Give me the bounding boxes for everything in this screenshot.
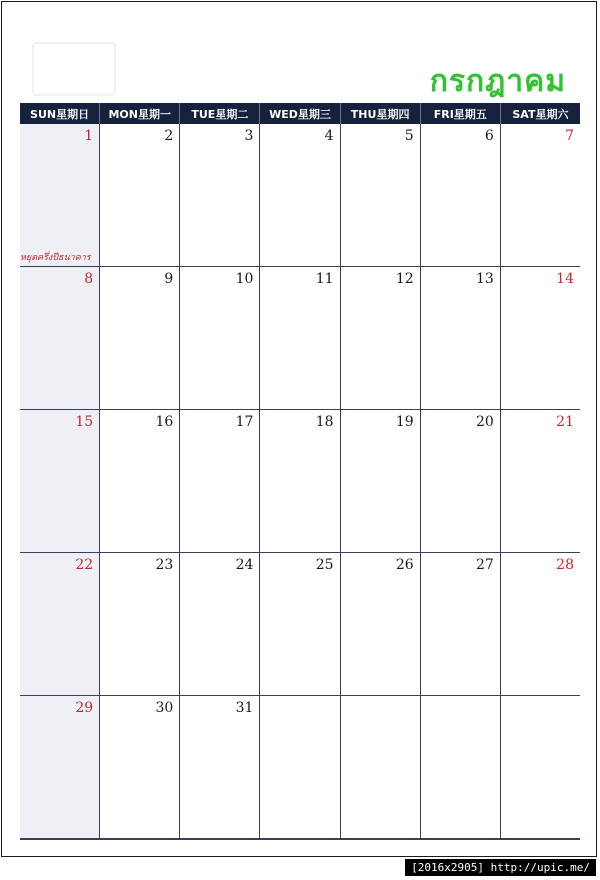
day-number: 10 (235, 271, 254, 287)
day-cell[interactable] (20, 696, 100, 838)
month-title: กรกฎาคม (429, 64, 566, 99)
day-cell[interactable] (260, 124, 340, 266)
weekday-header-wed: WED星期三 (260, 103, 340, 124)
day-number: 7 (565, 128, 574, 144)
holiday-note: หยุดครึ่งปีธนาคาร (20, 253, 91, 263)
weekday-header-thu: THU星期四 (341, 103, 421, 124)
day-cell[interactable] (260, 696, 340, 838)
week-row (20, 553, 580, 696)
day-number: 23 (155, 557, 174, 573)
day-cell[interactable] (20, 124, 100, 266)
day-number: 28 (556, 557, 574, 573)
day-cell[interactable] (260, 553, 340, 695)
day-number: 16 (155, 414, 174, 430)
day-cell[interactable] (341, 410, 421, 552)
day-cell[interactable] (100, 553, 180, 695)
day-cell[interactable] (100, 124, 180, 266)
day-cell[interactable] (180, 553, 260, 695)
day-cell[interactable] (421, 267, 501, 409)
week-row (20, 696, 580, 840)
weekday-header-row (20, 103, 580, 124)
weekday-header-sat: SAT星期六 (512, 107, 569, 121)
day-number: 22 (75, 557, 94, 573)
day-number: 19 (395, 414, 414, 430)
day-number: 3 (244, 128, 254, 144)
day-number: 9 (164, 271, 174, 287)
day-number: 1 (84, 128, 94, 144)
day-number: 8 (84, 271, 94, 287)
day-cell[interactable] (20, 267, 100, 409)
day-cell[interactable] (341, 267, 421, 409)
day-cell[interactable] (501, 696, 580, 838)
week-row (20, 267, 580, 410)
day-number: 26 (395, 557, 414, 573)
day-cell[interactable] (100, 696, 180, 838)
calendar-page (1, 1, 597, 857)
day-cell[interactable] (421, 124, 501, 266)
day-number: 18 (315, 414, 334, 430)
day-cell[interactable] (501, 124, 580, 266)
image-host-footer: [2016x2905] http://upic.me/ (405, 859, 596, 876)
day-number: 14 (556, 271, 574, 287)
day-cell[interactable] (501, 410, 580, 552)
day-number: 27 (476, 557, 494, 573)
day-number: 15 (75, 414, 94, 430)
day-number: 24 (235, 557, 254, 573)
weekday-header-tue: TUE星期二 (180, 103, 260, 124)
day-cell[interactable] (100, 410, 180, 552)
day-number: 4 (324, 128, 334, 144)
day-cell[interactable] (501, 553, 580, 695)
day-cell[interactable] (180, 124, 260, 266)
day-cell[interactable] (20, 553, 100, 695)
day-number: 6 (484, 128, 494, 144)
day-number: 20 (476, 414, 494, 430)
day-cell[interactable] (180, 267, 260, 409)
calendar-grid (20, 103, 580, 840)
day-cell[interactable] (20, 410, 100, 552)
day-cell[interactable] (100, 267, 180, 409)
weeks-container (20, 124, 580, 840)
day-number: 29 (75, 700, 94, 716)
day-cell[interactable] (180, 410, 260, 552)
day-number: 13 (476, 271, 494, 287)
weekday-header-mon: MON星期一 (100, 103, 180, 124)
day-number: 17 (235, 414, 254, 430)
weekday-header-fri: FRI星期五 (421, 103, 501, 124)
day-number: 5 (404, 128, 414, 144)
weekday-header-sun: SUN星期日 (20, 103, 100, 124)
day-number: 30 (155, 700, 174, 716)
day-cell[interactable] (341, 553, 421, 695)
faint-logo-mark (32, 42, 116, 96)
day-cell[interactable] (421, 553, 501, 695)
day-cell[interactable] (260, 267, 340, 409)
week-row (20, 410, 580, 553)
day-cell[interactable] (180, 696, 260, 838)
day-cell[interactable] (341, 696, 421, 838)
day-cell[interactable] (341, 124, 421, 266)
day-cell[interactable] (421, 696, 501, 838)
day-cell[interactable] (421, 410, 501, 552)
day-number: 11 (315, 271, 334, 287)
day-cell[interactable] (501, 267, 580, 409)
week-row (20, 124, 580, 267)
day-number: 2 (164, 128, 174, 144)
day-number: 12 (395, 271, 414, 287)
day-cell[interactable] (260, 410, 340, 552)
day-number: 25 (315, 557, 334, 573)
day-number: 21 (556, 414, 574, 430)
day-number: 31 (235, 700, 254, 716)
